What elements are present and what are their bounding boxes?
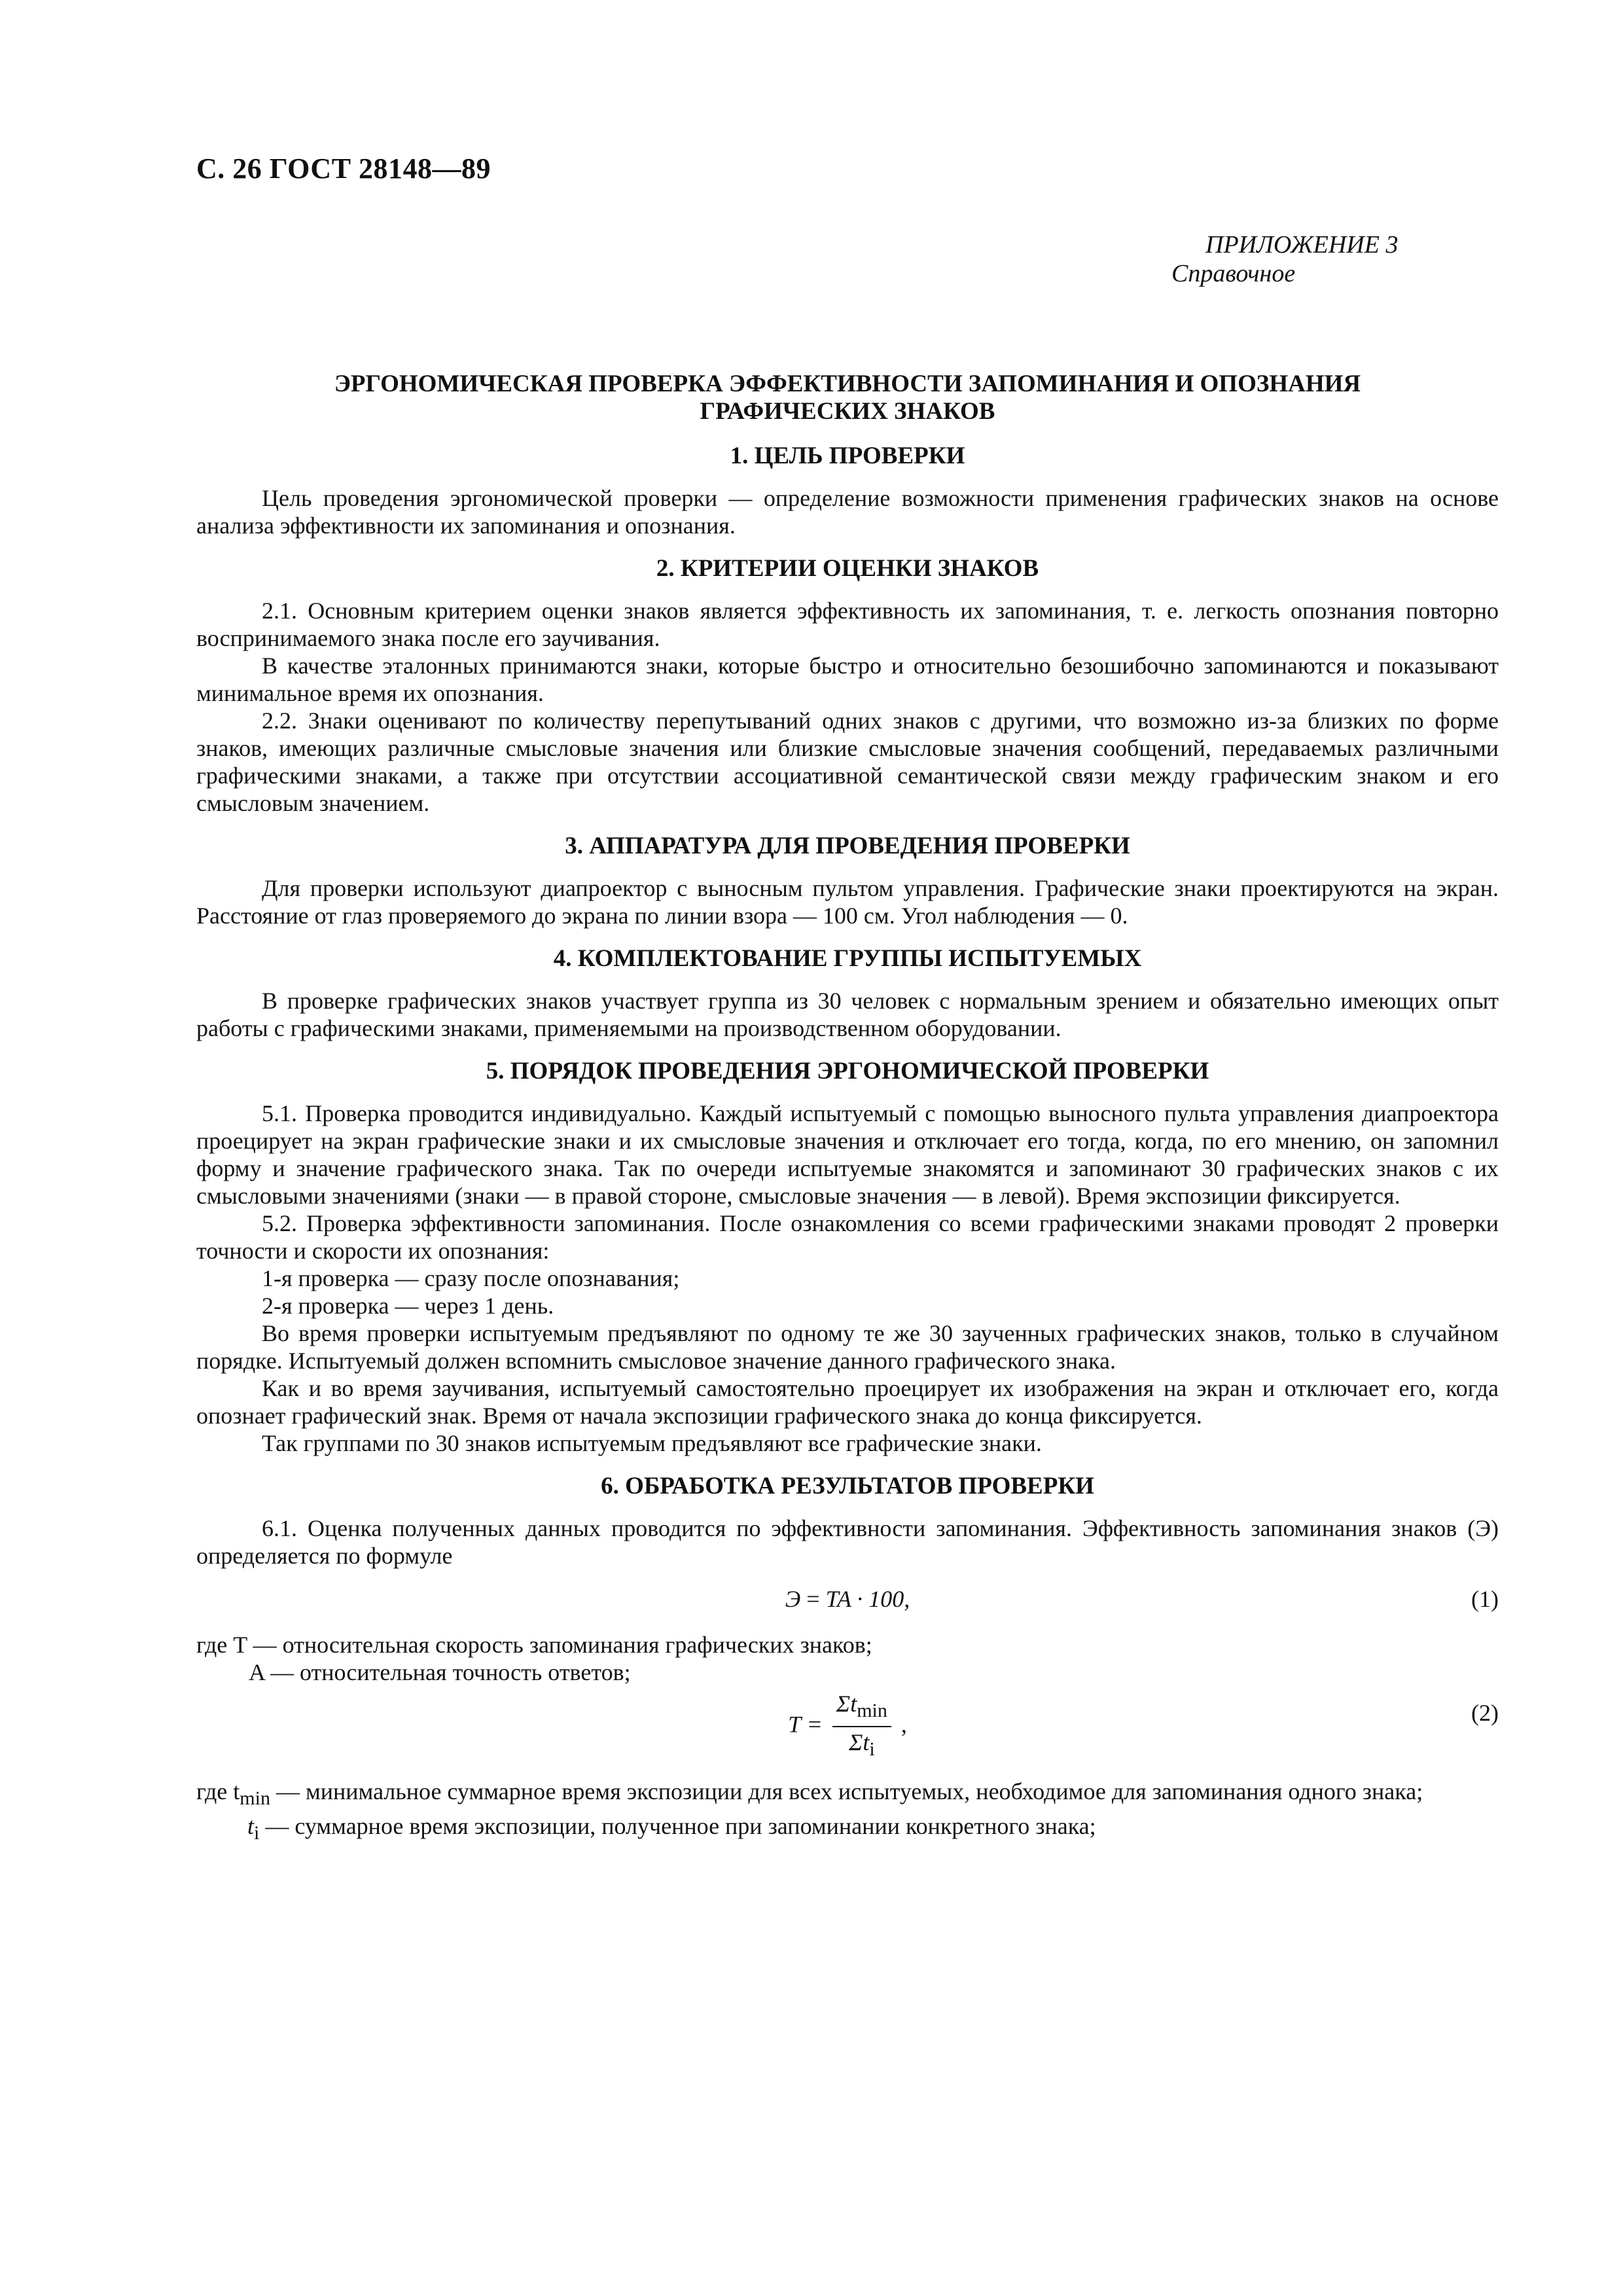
- appendix-label: [1171, 230, 1499, 288]
- formula-2-denominator-sum: Σt: [848, 1729, 870, 1756]
- section-5-paragraph-5-1: 5.1. Проверка проводится индивидуально. Каждый испытуемый с помощью выносного пульта управления диапроектора проецирует на экран графические знаки и их смысловые значения и отключает его тогда, когда, по его мнению, он запомнил форму и значение графического знака. Так по очереди испытуемые знакомятся и запоминают 30 графических знаков с их смысловыми значениями (знаки — в правой стороне, смысловые значения — в левой). Время экспозиции фиксируется.: [196, 1100, 1499, 1209]
- section-heading-4: 4. КОМПЛЕКТОВАНИЕ ГРУППЫ ИСПЫТУЕМЫХ: [553, 945, 1142, 972]
- formula-1-rhs: TA · 100,: [825, 1586, 910, 1612]
- section-2-paragraph-2-2: 2.2. Знаки оценивают по количеству перепутываний одних знаков с другими, что возможно из-за близких по форме знаков, имеющих различные смысловые значения или близкие смысловые значения сообщений, передаваемых различными графическими знаками, а также при отсутствии ассоциативной семантической связи между графическим знаком и его смысловым значением.: [196, 708, 1499, 816]
- appendix-type: Справочное: [1171, 260, 1296, 287]
- appendix-title: ПРИЛОЖЕНИЕ 3: [1205, 231, 1399, 259]
- formula-2-lhs: T =: [788, 1711, 829, 1738]
- page-header-reference: С. 26 ГОСТ 28148—89: [196, 152, 491, 185]
- section-2-paragraph-reference: В качестве эталонных принимаются знаки, которые быстро и относительно безошибочно запоминаются и показывают минимальное время их опознания.: [196, 653, 1499, 706]
- section-2-paragraph-2-1: 2.1. Основным критерием оценки знаков является эффективность их запоминания, т. е. легкость опознания повторно воспринимаемого знака после его заучивания.: [196, 598, 1499, 651]
- where-tmin-text: — минимальное суммарное время экспозиции для всех испытуемых, необходимое для запоминания одного знака;: [270, 1778, 1423, 1804]
- formula-2-tail: ,: [895, 1711, 907, 1738]
- formula-1-lhs: Э: [785, 1586, 801, 1612]
- where-ti-sub: i: [254, 1822, 260, 1844]
- formula-2-fraction: [832, 1690, 891, 1763]
- formula-2-numerator-sub: min: [857, 1700, 887, 1722]
- document-title-line1: ЭРГОНОМИЧЕСКАЯ ПРОВЕРКА ЭФФЕКТИВНОСТИ ЗАПОМИНАНИЯ И ОПОЗНАНИЯ: [334, 370, 1361, 397]
- formula-2-numerator-sum: Σt: [836, 1691, 857, 1717]
- formula-1: [196, 1576, 1499, 1622]
- formula-2-numerator: [832, 1690, 891, 1727]
- document-body: [196, 370, 1499, 1847]
- section-heading-6: 6. ОБРАБОТКА РЕЗУЛЬТАТОВ ПРОВЕРКИ: [601, 1473, 1094, 1499]
- formula-2-number: (2): [1471, 1700, 1499, 1726]
- document-title-line2: ГРАФИЧЕСКИХ ЗНАКОВ: [700, 398, 995, 425]
- formula-2: [196, 1690, 1499, 1768]
- section-5-check-2: 2-я проверка — через 1 день.: [262, 1293, 554, 1319]
- document-title: [196, 370, 1499, 425]
- section-5-paragraph-groups: Так группами по 30 знаков испытуемым предъявляют все графические знаки.: [262, 1430, 1042, 1456]
- section-6-paragraph-6-1: 6.1. Оценка полученных данных проводится по эффективности запоминания. Эффективность запоминания знаков (Э) определяется по формуле: [196, 1515, 1499, 1569]
- formula-2-expression: [196, 1690, 1499, 1763]
- section-1-paragraph: Цель проведения эргономической проверки — определение возможности применения графических знаков на основе анализа эффективности их запоминания и опознания.: [196, 485, 1499, 539]
- section-heading-5: 5. ПОРЯДОК ПРОВЕДЕНИЯ ЭРГОНОМИЧЕСКОЙ ПРОВЕРКИ: [486, 1058, 1209, 1085]
- section-3-paragraph: Для проверки используют диапроектор с выносным пультом управления. Графические знаки проектируются на экран. Расстояние от глаз проверяемого до экрана по линии взора — 100 см. Угол наблюдения — 0.: [196, 875, 1499, 929]
- where-tmin-lead: где t: [196, 1778, 240, 1804]
- section-5-paragraph-random-order: Во время проверки испытуемым предъявляют по одному те же 30 заученных графических знаков, только в случайном порядке. Испытуемый должен вспомнить смысловое значение данного графического знака.: [196, 1320, 1499, 1374]
- formula-2-denominator: [832, 1727, 891, 1763]
- formula-1-expression: [196, 1585, 1499, 1613]
- formula-1-equals: =: [800, 1586, 826, 1612]
- where-T-definition: где T — относительная скорость запоминания графических знаков;: [196, 1632, 872, 1658]
- section-5-paragraph-projection: Как и во время заучивания, испытуемый самостоятельно проецирует их изображения на экран и отключает его, когда опознает графический знак. Время от начала экспозиции графического знака до конца фиксируется.: [196, 1375, 1499, 1429]
- formula-2-denominator-sub: i: [869, 1738, 875, 1761]
- section-5-check-1: 1-я проверка — сразу после опознавания;: [262, 1265, 680, 1291]
- section-5-paragraph-5-2: 5.2. Проверка эффективности запоминания. После ознакомления со всеми графическими знаками проводят 2 проверки точности и скорости их опознания:: [196, 1210, 1499, 1264]
- section-4-paragraph: В проверке графических знаков участвует группа из 30 человек с нормальным зрением и обязательно имеющих опыт работы с графическими знаками, применяемыми на производственном оборудовании.: [196, 988, 1499, 1041]
- formula-1-number: (1): [1471, 1586, 1499, 1612]
- section-heading-2: 2. КРИТЕРИИ ОЦЕНКИ ЗНАКОВ: [656, 555, 1039, 582]
- section-heading-1: 1. ЦЕЛЬ ПРОВЕРКИ: [730, 442, 965, 469]
- where-ti-lead: t: [247, 1813, 255, 1840]
- where-tmin-definition: [196, 1778, 1499, 1812]
- where-ti-definition: [196, 1812, 1499, 1847]
- where-A-definition: A — относительная точность ответов;: [249, 1659, 631, 1685]
- where-tmin-sub: min: [240, 1787, 270, 1810]
- section-heading-3: 3. АППАРАТУРА ДЛЯ ПРОВЕДЕНИЯ ПРОВЕРКИ: [565, 833, 1130, 859]
- where-ti-text: — суммарное время экспозиции, полученное при запоминании конкретного знака;: [259, 1813, 1096, 1840]
